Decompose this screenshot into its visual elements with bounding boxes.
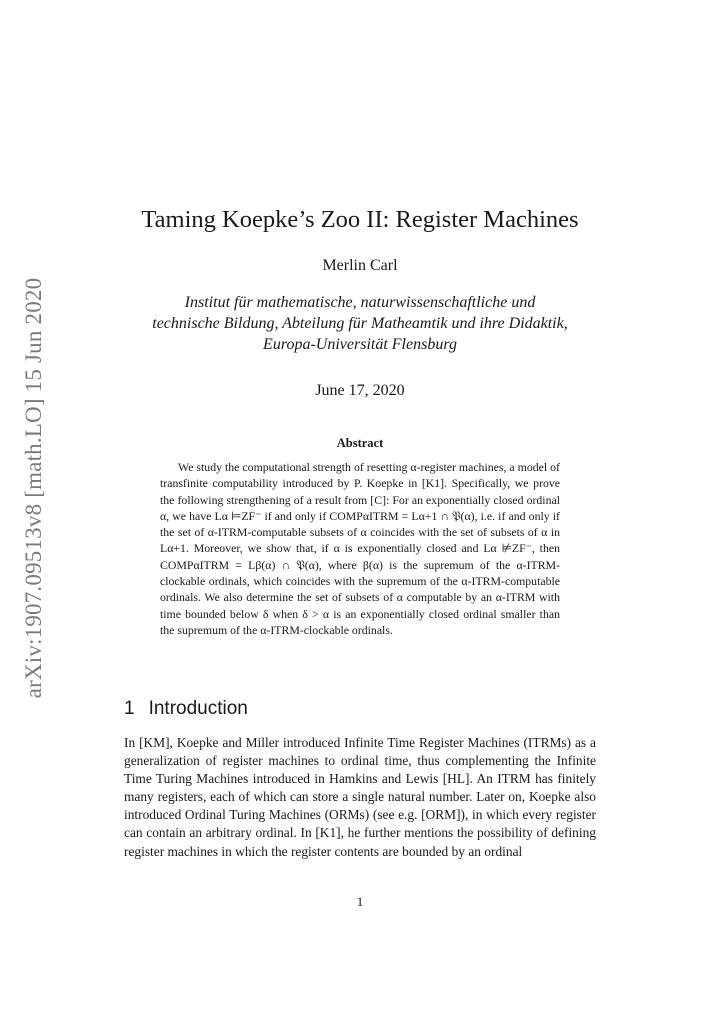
section-heading xyxy=(124,698,248,720)
section-number: 1 xyxy=(124,698,135,719)
abstract-text: We study the computational strength of resetting α-register machines, a model of transfinite computability introduced by P. Koepke in [K1]. Specifically, we prove the following strengthening of a result from [C]: For an exponentially closed ordinal α, we have Lα ⊨ZF⁻ if and only if COMPαITRM = Lα+1 ∩ 𝔓(α), i.e. if and only if the set of α-ITRM-computable subsets of α coincides with the set of subsets of α in Lα+1. Moreover, we show that, if α is exponentially closed and Lα ⊭ZF⁻, then COMPαITRM = Lβ(α) ∩ 𝔓(α), where β(α) is the supremum of the α-ITRM-clockable ordinals, which coincides with the supremum of the α-ITRM-computable ordinals. We also determine the set of subsets of α computable by an α-ITRM with time bounded below δ when δ > α is an exponentially closed ordinal smaller than the supremum of the α-ITRM-clockable ordinals. xyxy=(160,460,560,637)
section-title: Introduction xyxy=(148,698,248,719)
affiliation-line: Europa-Universität Flensburg xyxy=(263,336,457,353)
affiliation-line: Institut für mathematische, naturwissenschaftliche und xyxy=(184,294,536,311)
introduction-paragraph: In [KM], Koepke and Miller introduced Infinite Time Register Machines (ITRMs) as a generalization of register machines to ordinal time, thus complementing the Infinite Time Turing Machines introduced in Hamkins and Lewis [HL]. An ITRM has finitely many registers, each of which can store a single natural number. Later on, Koepke also introduced Ordinal Turing Machines (ORMs) (see e.g. [ORM]), in which every register can contain an arbitrary ordinal. In [K1], he further mentions the possibility of defining register machines in which the register contents are bounded by an ordinal xyxy=(124,735,596,859)
abstract-heading: Abstract xyxy=(336,436,384,450)
page-number: 1 xyxy=(356,894,364,909)
affiliation-line: technische Bildung, Abteilung für Matheamtik und ihre Didaktik, xyxy=(152,315,568,332)
arxiv-identifier[interactable]: arXiv:1907.09513v8 [math.LO] 15 Jun 2020 xyxy=(21,277,46,699)
paper-title: Taming Koepke’s Zoo II: Register Machines xyxy=(141,206,579,233)
affiliation xyxy=(0,292,720,355)
author-name: Merlin Carl xyxy=(322,257,398,274)
publication-date: June 17, 2020 xyxy=(315,382,405,399)
